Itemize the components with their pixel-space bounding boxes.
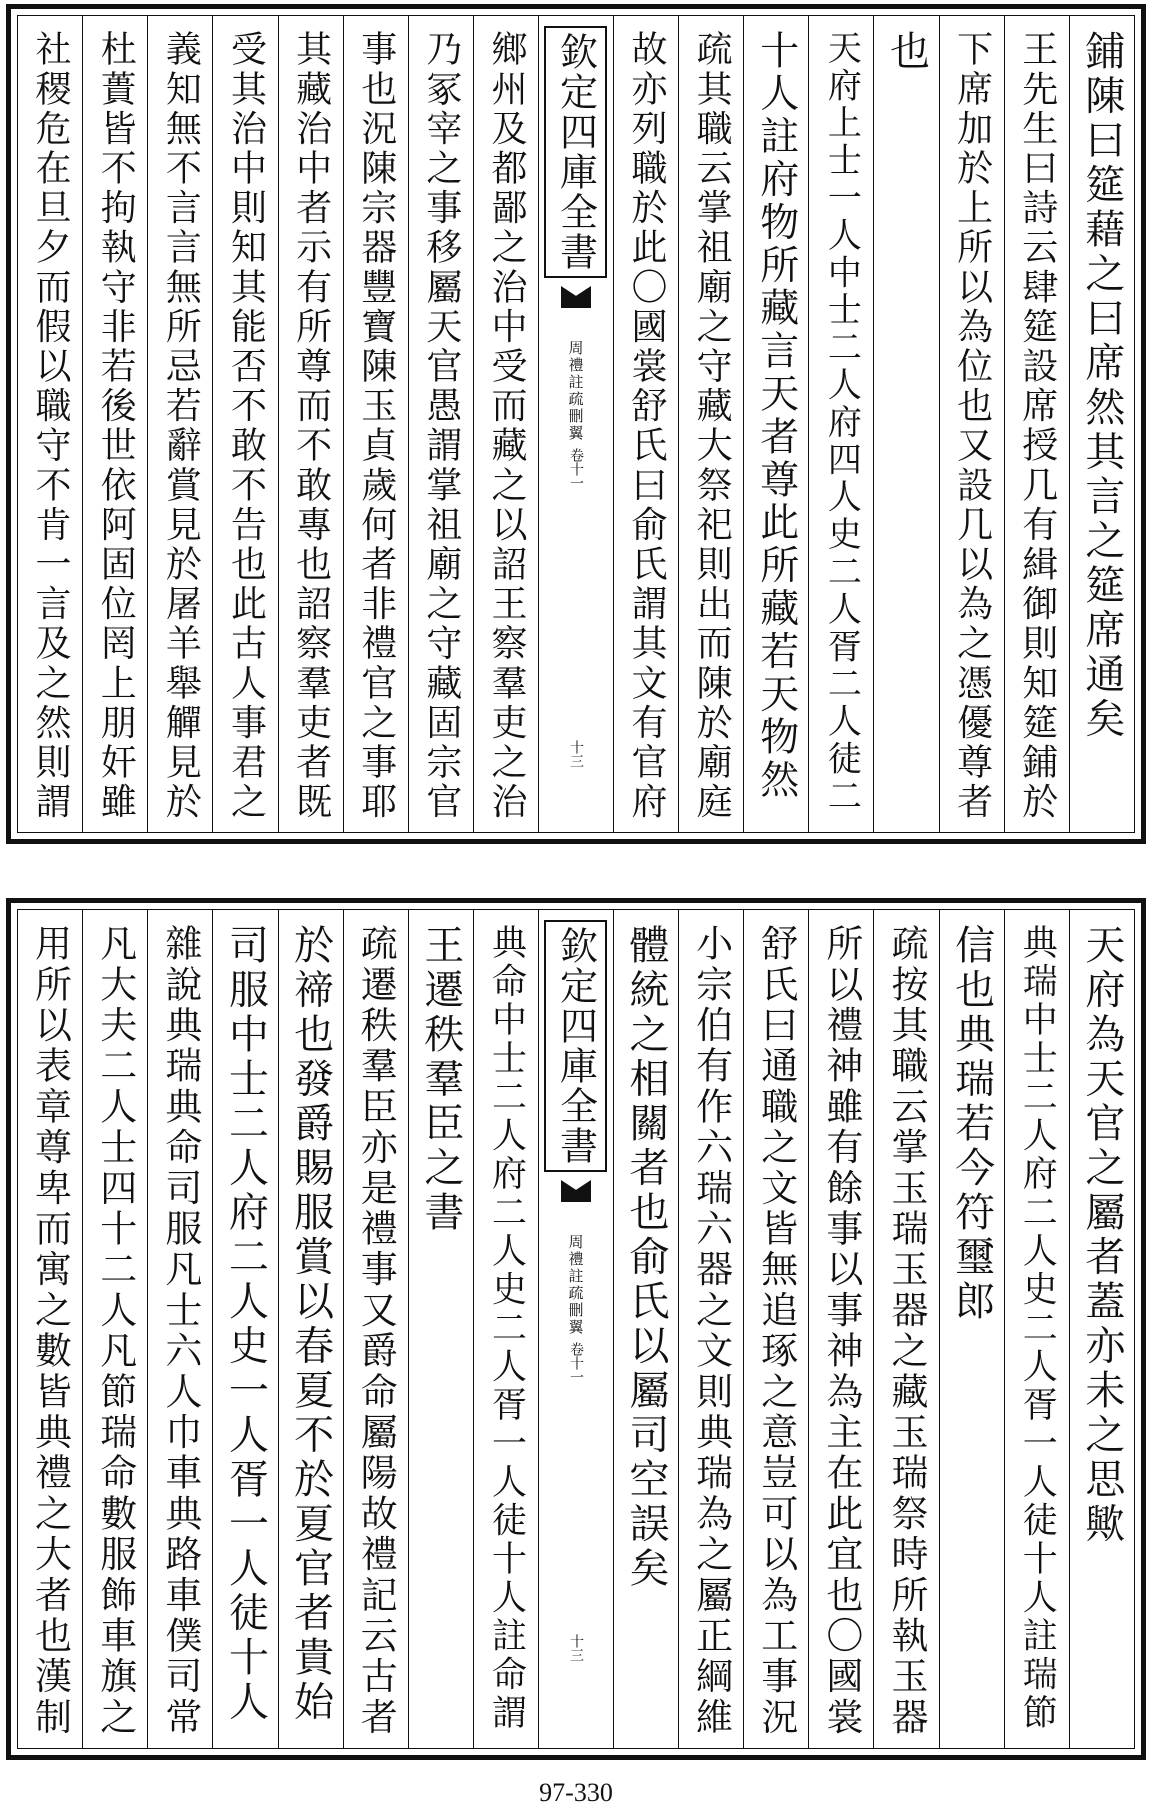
column-text: 於禘也發爵賜服賞以春夏不於夏官者貴始: [287, 924, 334, 1725]
text-column: [278, 910, 343, 1748]
column-text: 鋪陳曰筵藉之曰席然其言之筵席通矣: [1078, 30, 1125, 742]
column-text: 鄉州及都鄙之治中受而藏之以詔王察羣吏之治: [486, 30, 528, 822]
column-text: 舒氏曰通職之文皆無追琢之意豈可以為工事況: [754, 924, 798, 1738]
text-column: [18, 16, 82, 832]
top-page-frame: [6, 4, 1146, 844]
text-column: [147, 910, 212, 1748]
text-column: [82, 16, 147, 832]
book-title: 欽定四庫全書: [544, 26, 607, 278]
column-text: 凡大夫二人士四十二人凡節瑞命數服飾車旗之: [93, 924, 137, 1738]
column-text: 故亦列職於此〇國裳舒氏曰俞氏謂其文有官府: [625, 30, 667, 822]
column-text: 體統之相關者也俞氏以屬司空誤矣: [622, 924, 669, 1592]
column-text: 王遷秩羣臣之書: [417, 924, 464, 1236]
text-column: [82, 910, 147, 1748]
juan-number: 卷十一: [567, 1342, 584, 1384]
text-column: [939, 16, 1004, 832]
column-text: 其藏治中者示有所尊而不敢專也詔察羣吏者既: [290, 30, 332, 822]
text-column: [1069, 910, 1134, 1748]
text-column: [1069, 16, 1134, 832]
text-column: [873, 910, 938, 1748]
center-fold: [538, 16, 613, 832]
text-column: [743, 16, 808, 832]
column-text: 也: [883, 30, 930, 75]
text-column: [678, 16, 743, 832]
column-text: 事也況陳宗器豐寶陳玉貞歲何者非禮官之事耶: [355, 30, 397, 822]
column-text: 司服中士二人府二人史一人胥一人徒十人: [222, 924, 269, 1725]
text-column: [473, 910, 538, 1748]
folio-number: 十三: [567, 1634, 584, 1662]
text-column: [678, 910, 743, 1748]
text-column: [408, 16, 473, 832]
column-text: 典瑞中士二人府二人史二人胥一人徒十人註瑞節: [1017, 924, 1058, 1733]
text-column: [18, 910, 82, 1748]
text-column: [212, 16, 277, 832]
text-column: [808, 910, 873, 1748]
column-text: 小宗伯有作六瑞六器之文則典瑞為之屬正綱維: [689, 924, 733, 1738]
book-title: 欽定四庫全書: [544, 920, 607, 1172]
column-text: 疏按其職云掌玉瑞玉器之藏玉瑞祭時所執玉器: [885, 924, 928, 1738]
text-column: [743, 910, 808, 1748]
text-column: [808, 16, 873, 832]
column-text: 疏遷秩羣臣亦是禮事又爵命屬陽故禮記云古者: [354, 924, 398, 1738]
column-text: 典命中士二人府二人史二人胥一人徒十人註命謂: [486, 924, 527, 1733]
text-column: [613, 910, 678, 1748]
column-text: 杜蕢皆不拘執守非若後世依阿固位罔上朋奸雖: [95, 30, 137, 822]
chapter-title: 周禮註疏刪翼: [566, 1234, 585, 1336]
column-text: 社稷危在旦夕而假以職守不肯一言及之然則謂: [30, 30, 72, 822]
text-column: [212, 910, 277, 1748]
text-column: [613, 16, 678, 832]
column-text: 用所以表章尊卑而寓之數皆典禮之大者也漢制: [28, 924, 72, 1738]
page-number: 97-330: [539, 1778, 613, 1807]
fish-tail-mark-icon: [561, 1180, 591, 1202]
top-page-columns: [17, 15, 1135, 833]
column-text: 十人註府物所藏言天者尊此所藏若天物然: [753, 30, 799, 803]
text-column: [343, 910, 408, 1748]
column-text: 乃冢宰之事移屬天官愚謂掌祖廟之守藏固宗官: [420, 30, 462, 822]
column-text: 天府上士一人中士二人府四人史二人胥二人徒二: [821, 30, 862, 816]
bottom-page-frame: [6, 898, 1146, 1760]
fish-tail-mark-icon: [561, 286, 591, 308]
column-text: 所以禮神雖有餘事以事神為主在此宜也〇國裳: [819, 924, 863, 1738]
column-text: 雜說典瑞典命司服凡士六人巾車典路車僕司常: [158, 924, 202, 1738]
folio-number: 十三: [567, 740, 584, 768]
column-text: 受其治中則知其能否不敢不告也此古人事君之: [225, 30, 267, 822]
column-text: 下席加於上所以為位也又設几以為之憑優尊者: [951, 30, 993, 822]
text-column: [343, 16, 408, 832]
column-text: 疏其職云掌祖廟之守藏大祭祀則出而陳於廟庭: [691, 30, 733, 822]
text-column: [1004, 910, 1069, 1748]
text-column: [408, 910, 473, 1748]
text-column: [278, 16, 343, 832]
text-column: [873, 16, 938, 832]
text-column: [939, 910, 1004, 1748]
text-column: [147, 16, 212, 832]
bottom-page-columns: [17, 909, 1135, 1749]
chapter-title: 周禮註疏刪翼: [566, 340, 585, 442]
juan-number: 卷十一: [567, 448, 584, 490]
text-column: [1004, 16, 1069, 832]
column-text: 天府為天官之屬者蓋亦未之思歟: [1078, 924, 1125, 1547]
center-fold: [538, 910, 613, 1748]
column-text: 信也典瑞若今符璽郎: [948, 924, 995, 1325]
text-column: [473, 16, 538, 832]
column-text: 王先生曰詩云肆筵設席授几有緝御則知筵鋪於: [1016, 30, 1058, 822]
column-text: 義知無不言言無所忌若辭賞見於屠羊舉觶見於: [160, 30, 202, 822]
